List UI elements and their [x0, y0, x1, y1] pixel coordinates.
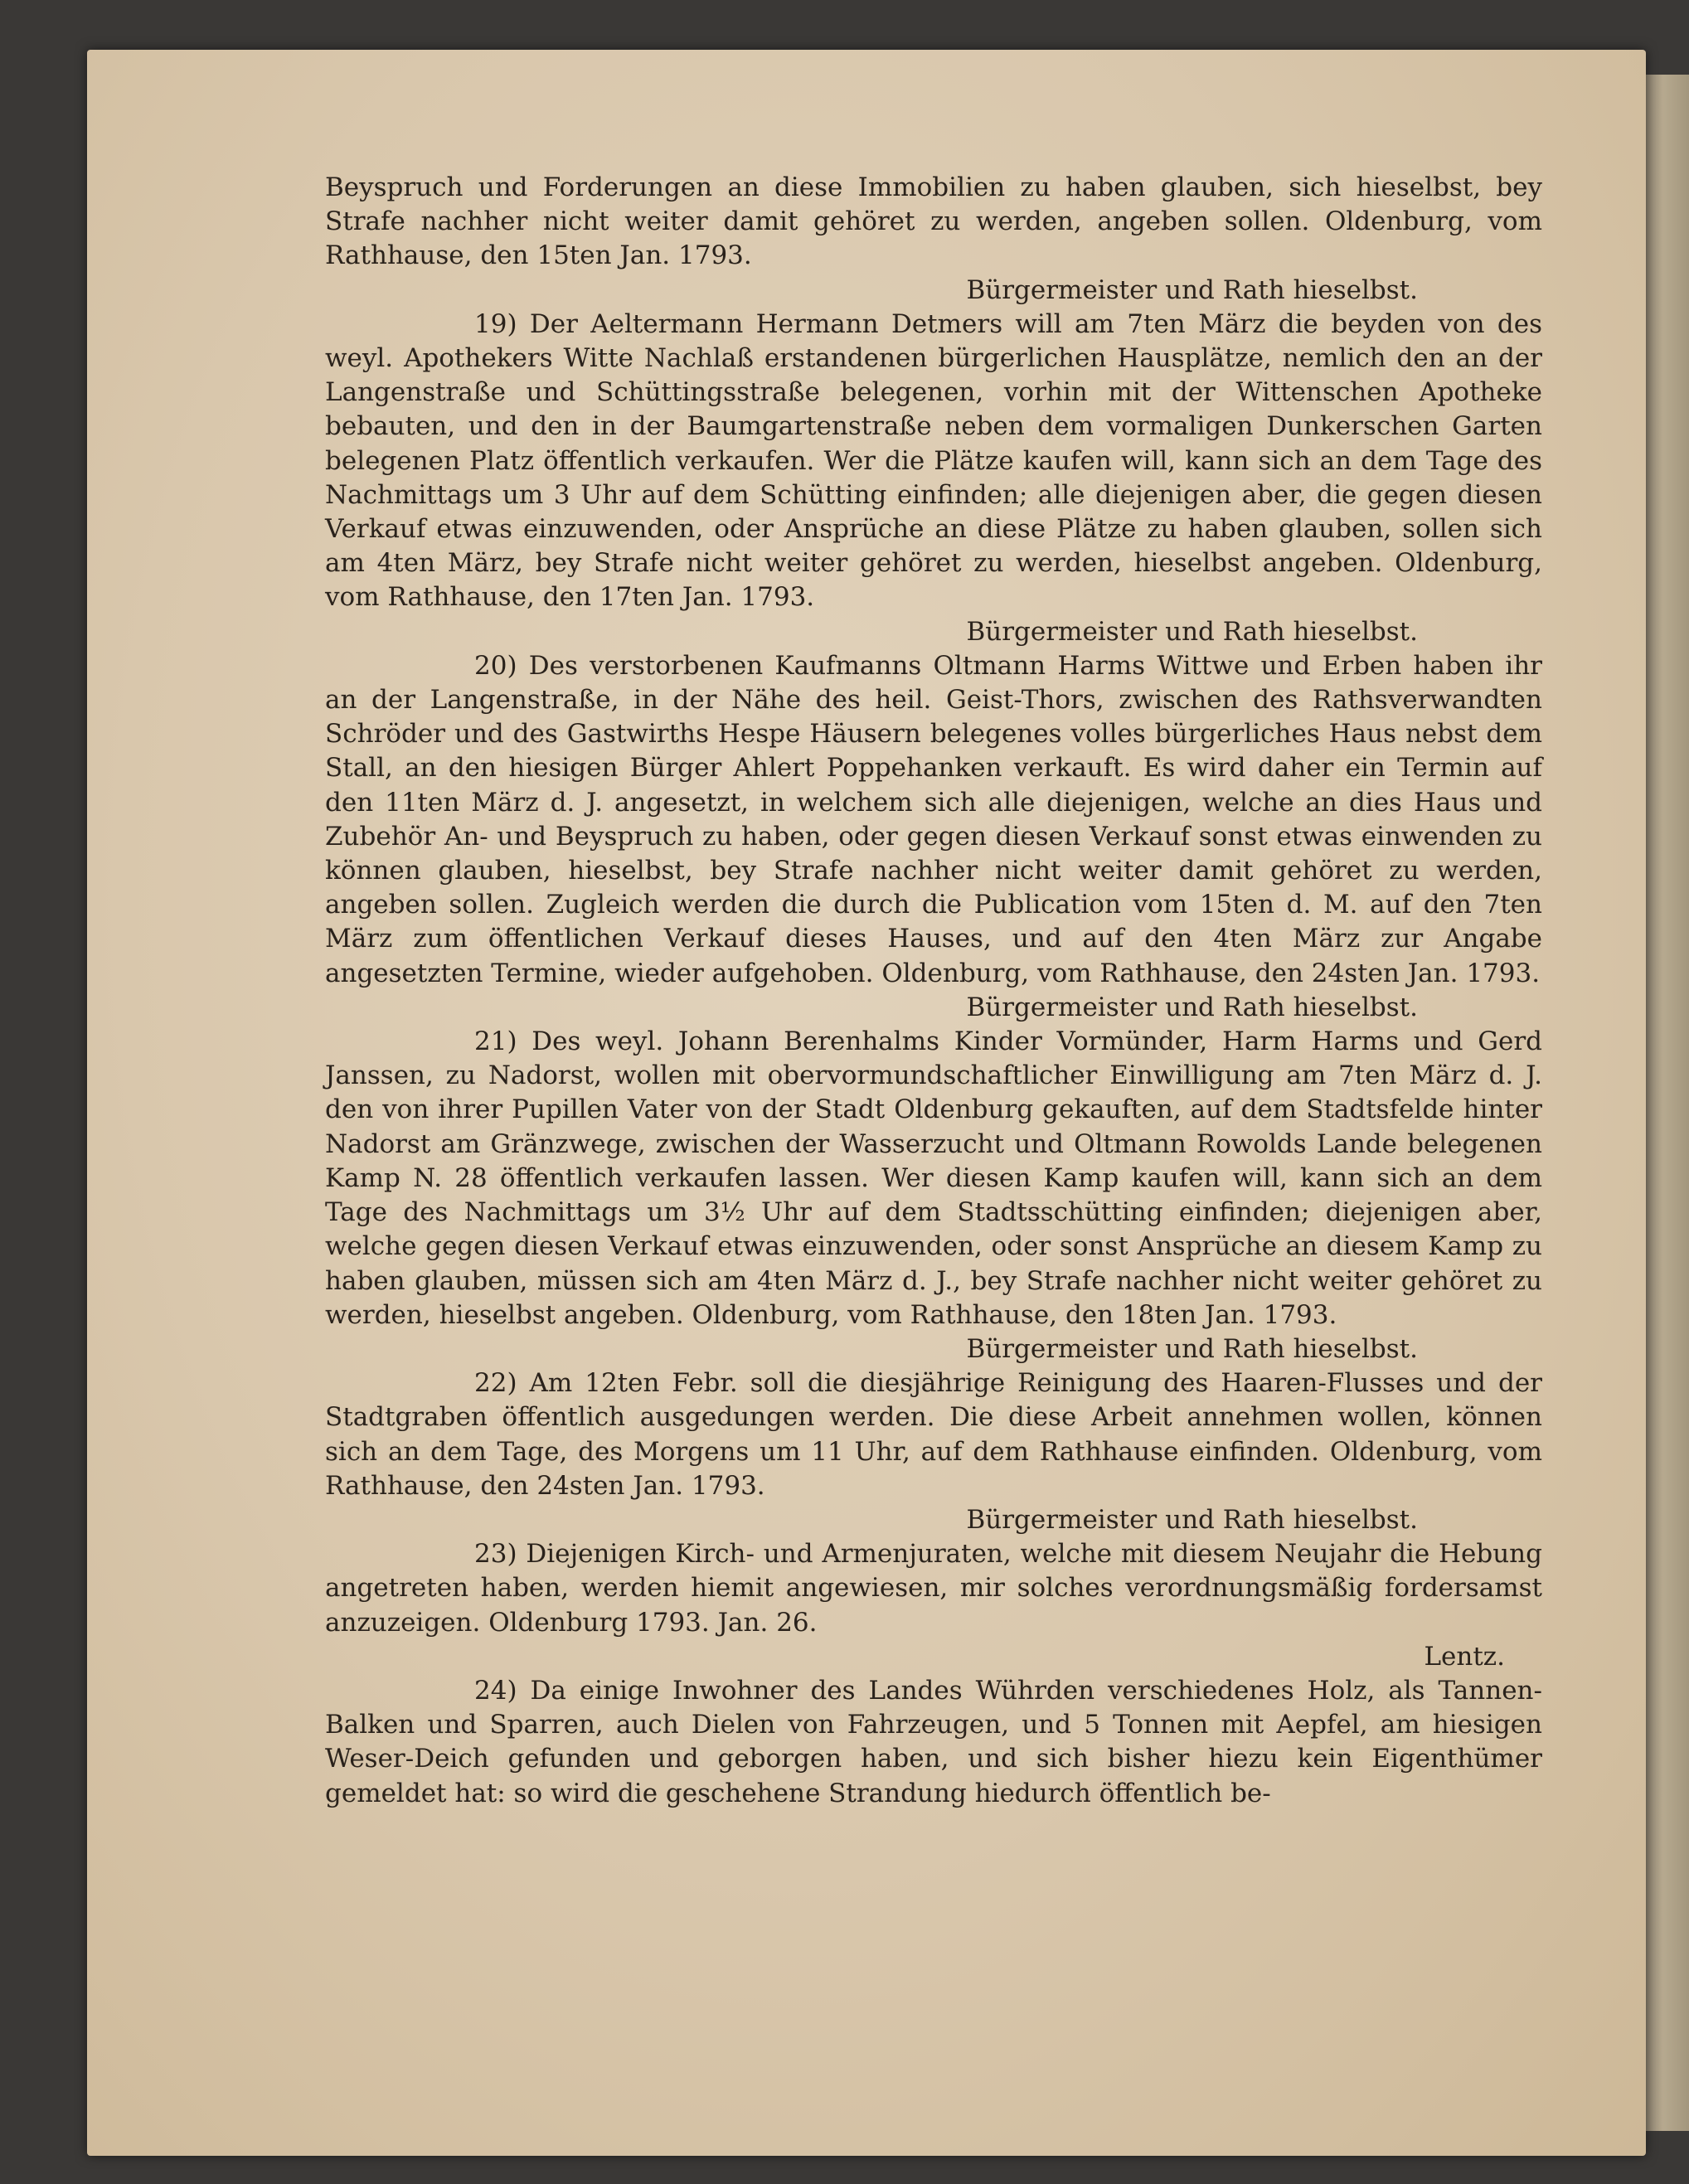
notice-19-signature: Bürgermeister und Rath hieselbst.	[966, 616, 1418, 647]
notices-text-block	[325, 171, 1542, 1811]
notice-23-text: 23) Diejenigen Kirch- und Armenjuraten, welche mit diesem Neujahr die Hebung angetreten haben, werden hiemit angewiesen, mir solches verordnungsmäßig fordersamst anzuzeigen. Oldenburg 1793. Jan. 26.	[325, 1539, 1542, 1638]
page-edge-shadow	[1646, 75, 1689, 2131]
notice-19-text: 19) Der Aeltermann Hermann Detmers will am 7ten März die beyden von des weyl. Apothekers Witte Nachlaß erstandenen bürgerlichen Hausplätze, nemlich den an der Langenstraße und Schüttingsstraße belegenen, vorhin mit der Wittenschen Apotheke bebauten, und den in der Baumgartenstraße neben dem vormaligen Dunkerschen Garten belegenen Platz öffentlich verkaufen. Wer die Plätze kaufen will, kann sich an dem Tage des Nachmittags um 3 Uhr auf dem Schütting einfinden; alle diejenigen aber, die gegen diesen Verkauf etwas einzuwenden, oder Ansprüche an diese Plätze zu haben glauben, sollen sich am 4ten März, bey Strafe nicht weiter gehöret zu werden, hieselbst angeben. Oldenburg, vom Rathhause, den 17ten Jan. 1793.	[325, 308, 1542, 613]
notice-22-signature: Bürgermeister und Rath hieselbst.	[966, 1504, 1418, 1535]
notice-20-text: 20) Des verstorbenen Kaufmanns Oltmann Harms Wittwe und Erben haben ihr an der Langenstraße, in der Nähe des heil. Geist-Thors, zwischen des Rathsverwandten Schröder und des Gastwirths Hespe Häusern belegenes volles bürgerliches Haus nebst dem Stall, an den hiesigen Bürger Ahlert Poppehanken verkauft. Es wird daher ein Termin auf den 11ten März d. J. angesetzt, in welchem sich alle diejenigen, welche an dies Haus und Zubehör An- und Beyspruch zu haben, oder gegen diesen Verkauf sonst etwas einwenden zu können glauben, hieselbst, bey Strafe nachher nicht weiter damit gehöret zu werden, angeben sollen. Zugleich werden die durch die Publication vom 15ten d. M. auf den 7ten März zum öffentlichen Verkauf dieses Hauses, und auf den 4ten März zur Angabe angesetzten Termine, wieder aufgehoben. Oldenburg, vom Rathhause, den 24sten Jan. 1793.	[325, 650, 1542, 988]
notice-23-signature: Lentz.	[1424, 1641, 1505, 1672]
notice-22-text: 22) Am 12ten Febr. soll die diesjährige Reinigung des Haaren-Flusses und der Stadtgraben öffentlich ausgedungen werden. Die diese Arbeit annehmen wollen, können sich an dem Tage, des Morgens um 11 Uhr, auf dem Rathhause einfinden. Oldenburg, vom Rathhause, den 24sten Jan. 1793.	[325, 1368, 1542, 1501]
notice-continuation-text: Beyspruch und Forderungen an diese Immobilien zu haben glauben, sich hieselbst, bey Strafe nachher nicht weiter damit gehöret zu werden, angeben sollen. Oldenburg, vom Rathhause, den 15ten Jan. 1793.	[325, 172, 1542, 271]
notice-20-signature: Bürgermeister und Rath hieselbst.	[966, 992, 1418, 1022]
notice-24-text: 24) Da einige Inwohner des Landes Wührden verschiedenes Holz, als Tannen-Balken und Sparren, auch Dielen von Fahrzeugen, und 5 Tonnen mit Aepfel, am hiesigen Weser-Deich gefunden und geborgen haben, und sich bisher hiezu kein Eigenthümer gemeldet hat: so wird die geschehene Strandung hiedurch öffentlich be-	[325, 1675, 1542, 1808]
notice-21-signature: Bürgermeister und Rath hieselbst.	[966, 1333, 1418, 1364]
notice-21-text: 21) Des weyl. Johann Berenhalms Kinder Vormünder, Harm Harms und Gerd Janssen, zu Nadorst, wollen mit obervormundschaftlicher Einwilligung am 7ten März d. J. den von ihrer Pupillen Vater von der Stadt Oldenburg gekauften, auf dem Stadtsfelde hinter Nadorst am Gränzwege, zwischen der Wasserzucht und Oltmann Rowolds Lande belegenen Kamp N. 28 öffentlich verkaufen lassen. Wer diesen Kamp kaufen will, kann sich an dem Tage des Nachmittags um 3½ Uhr auf dem Stadtsschütting einfinden; diejenigen aber, welche gegen diesen Verkauf etwas einzuwenden, oder sonst Ansprüche an diesem Kamp zu haben glauben, müssen sich am 4ten März d. J., bey Strafe nachher nicht weiter gehöret zu werden, hieselbst angeben. Oldenburg, vom Rathhause, den 18ten Jan. 1793.	[325, 1026, 1542, 1330]
notice-continuation-signature: Bürgermeister und Rath hieselbst.	[966, 274, 1418, 305]
